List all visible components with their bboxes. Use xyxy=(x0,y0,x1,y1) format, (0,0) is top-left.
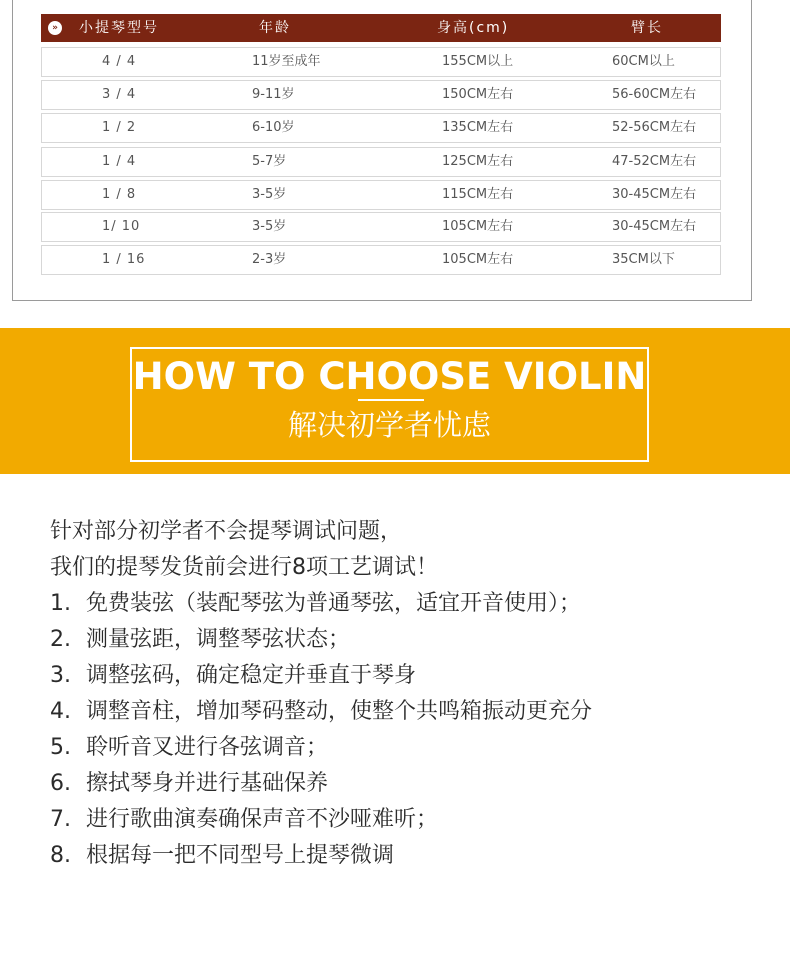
header-arm-length: 臂长 xyxy=(631,20,663,36)
cell-height: 105CM左右 xyxy=(442,219,514,234)
list-number: 1. xyxy=(50,591,71,616)
cell-height: 115CM左右 xyxy=(442,187,514,202)
banner-frame xyxy=(130,347,649,462)
list-item xyxy=(50,730,750,766)
cell-arm-length: 35CM以下 xyxy=(612,252,675,267)
list-item xyxy=(50,802,750,838)
list-text: 调整音柱，增加琴码整动，使整个共鸣箱振动更充分 xyxy=(86,699,593,724)
header-height: 身高(cm) xyxy=(437,20,510,36)
list-item xyxy=(50,586,750,622)
banner-title: HOW TO CHOOSE VIOLIN xyxy=(132,355,647,398)
list-text: 调整弦码，确定稳定并垂直于琴身 xyxy=(86,663,417,688)
cell-model: 1/ 10 xyxy=(102,219,141,234)
cell-age: 2-3岁 xyxy=(252,252,287,267)
list-item xyxy=(50,658,750,694)
cell-arm-length: 47-52CM左右 xyxy=(612,154,697,169)
size-table xyxy=(12,0,752,301)
cell-arm-length: 60CM以上 xyxy=(612,54,675,69)
list-text: 根据每一把不同型号上提琴微调 xyxy=(86,843,395,868)
cell-age: 3-5岁 xyxy=(252,187,287,202)
cell-age: 6-10岁 xyxy=(252,120,295,135)
cell-height: 105CM左右 xyxy=(442,252,514,267)
cell-model: 1 / 4 xyxy=(102,154,137,169)
table-header xyxy=(41,14,721,42)
header-model: 小提琴型号 xyxy=(79,20,159,36)
cell-arm-length: 30-45CM左右 xyxy=(612,219,697,234)
cell-model: 3 / 4 xyxy=(102,87,137,102)
double-chevron-icon: » xyxy=(48,21,62,35)
list-item xyxy=(50,622,750,658)
header-age: 年龄 xyxy=(259,20,291,36)
intro-line: 我们的提琴发货前会进行8项工艺调试！ xyxy=(50,555,438,580)
table-row xyxy=(41,113,721,143)
table-row xyxy=(41,147,721,177)
list-text: 擦拭琴身并进行基础保养 xyxy=(86,771,329,796)
list-number: 3. xyxy=(50,663,71,688)
cell-height: 125CM左右 xyxy=(442,154,514,169)
cell-age: 3-5岁 xyxy=(252,219,287,234)
cell-age: 9-11岁 xyxy=(252,87,295,102)
intro-line: 针对部分初学者不会提琴调试问题， xyxy=(50,519,403,544)
list-item xyxy=(50,838,750,874)
list-number: 4. xyxy=(50,699,71,724)
list-text: 免费装弦（装配琴弦为普通琴弦，适宜开音使用）； xyxy=(86,591,582,616)
list-text: 测量弦距，调整琴弦状态； xyxy=(86,627,351,652)
banner-divider xyxy=(358,399,424,401)
cell-model: 1 / 2 xyxy=(102,120,137,135)
cell-model: 1 / 8 xyxy=(102,187,137,202)
table-row xyxy=(41,180,721,210)
cell-age: 11岁至成年 xyxy=(252,54,321,69)
list-number: 7. xyxy=(50,807,71,832)
cell-arm-length: 56-60CM左右 xyxy=(612,87,697,102)
list-number: 6. xyxy=(50,771,71,796)
list-number: 5. xyxy=(50,735,71,760)
table-row xyxy=(41,245,721,275)
cell-height: 135CM左右 xyxy=(442,120,514,135)
list-item xyxy=(50,766,750,802)
cell-age: 5-7岁 xyxy=(252,154,287,169)
table-row xyxy=(41,212,721,242)
list-number: 8. xyxy=(50,843,71,868)
table-row xyxy=(41,47,721,77)
list-number: 2. xyxy=(50,627,71,652)
cell-model: 4 / 4 xyxy=(102,54,137,69)
list-text: 进行歌曲演奏确保声音不沙哑难听； xyxy=(86,807,439,832)
list-text: 聆听音叉进行各弦调音； xyxy=(86,735,329,760)
cell-model: 1 / 16 xyxy=(102,252,146,267)
cell-arm-length: 52-56CM左右 xyxy=(612,120,697,135)
table-row xyxy=(41,80,721,110)
cell-height: 150CM左右 xyxy=(442,87,514,102)
tuning-description xyxy=(50,514,750,874)
section-banner xyxy=(0,328,790,474)
banner-subtitle: 解决初学者忧虑 xyxy=(287,408,491,442)
list-item xyxy=(50,694,750,730)
cell-height: 155CM以上 xyxy=(442,54,514,69)
cell-arm-length: 30-45CM左右 xyxy=(612,187,697,202)
